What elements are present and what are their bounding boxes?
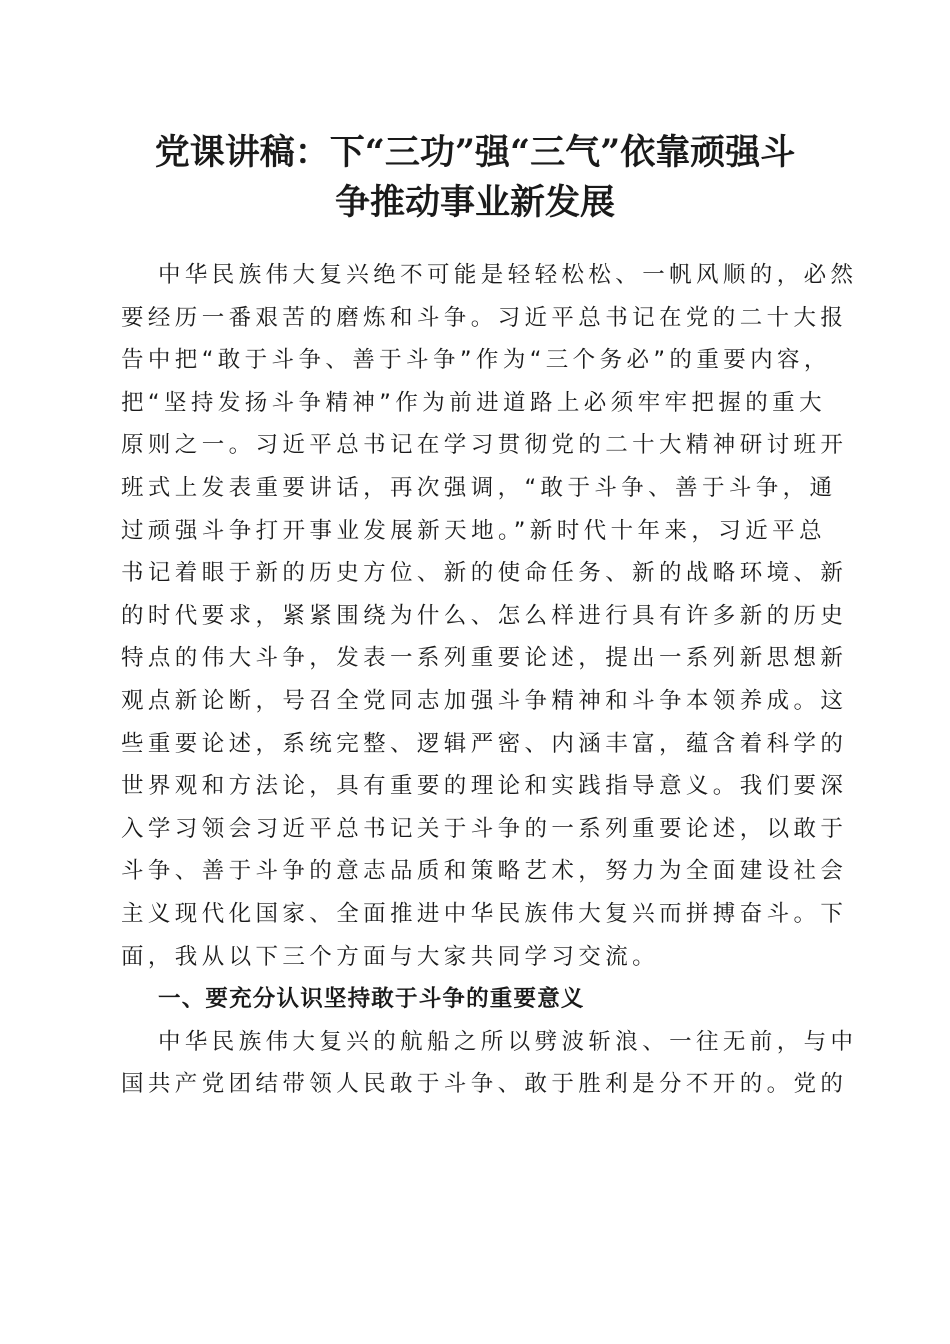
text-line: 过顽强斗争打开事业发展新天地。”新时代十年来，习近平总 bbox=[121, 517, 826, 544]
text-line: 中华民族伟大复兴绝不可能是轻轻松松、一帆风顺的，必然 bbox=[158, 262, 858, 288]
paragraph-intro bbox=[121, 254, 858, 978]
title-line-2: 争推动事业新发展 bbox=[334, 182, 615, 223]
title-line-1: 党课讲稿：下“三功”强“三气”依靠顽强斗 bbox=[154, 132, 796, 173]
text-line: 入学习领会习近平总书记关于斗争的一系列重要论述，以敢于 bbox=[121, 815, 848, 842]
section-heading: 一、要充分认识坚持敢于斗争的重要意义 bbox=[158, 986, 585, 1013]
document-title bbox=[100, 128, 850, 228]
text-line: 世界观和方法论，具有重要的理论和实践指导意义。我们要深 bbox=[121, 773, 848, 800]
text-line: 把“坚持发扬斗争精神”作为前进道路上必须牢牢把握的重大 bbox=[121, 389, 826, 416]
text-line: 些重要论述，系统完整、逻辑严密、内涵丰富，蕴含着科学的 bbox=[121, 730, 848, 757]
text-line: 书记着眼于新的历史方位、新的使命任务、新的战略环境、新 bbox=[121, 560, 848, 587]
document-body bbox=[121, 254, 858, 1106]
paragraph-section-1 bbox=[121, 1021, 858, 1106]
text-line: 观点新论断，号召全党同志加强斗争精神和斗争本领养成。这 bbox=[121, 687, 848, 714]
text-line: 斗争、善于斗争的意志品质和策略艺术，努力为全面建设社会 bbox=[121, 858, 848, 885]
text-line: 要经历一番艰苦的磨炼和斗争。习近平总书记在党的二十大报 bbox=[121, 304, 848, 331]
text-line: 的时代要求，紧紧围绕为什么、怎么样进行具有许多新的历史 bbox=[121, 602, 848, 629]
text-line: 中华民族伟大复兴的航船之所以劈波斩浪、一往无前，与中 bbox=[158, 1028, 858, 1055]
text-line: 特点的伟大斗争，发表一系列重要论述，提出一系列新思想新 bbox=[121, 645, 848, 672]
text-line: 面，我从以下三个方面与大家共同学习交流。 bbox=[121, 943, 660, 970]
text-line: 告中把“敢于斗争、善于斗争”作为“三个务必”的重要内容， bbox=[121, 347, 831, 374]
text-line: 主义现代化国家、全面推进中华民族伟大复兴而拼搏奋斗。下 bbox=[121, 900, 848, 927]
text-line: 班式上发表重要讲话，再次强调，“敢于斗争、善于斗争，通 bbox=[121, 474, 837, 501]
text-line: 国共产党团结带领人民敢于斗争、敢于胜利是分不开的。党的 bbox=[121, 1071, 848, 1098]
text-line: 原则之一。习近平总书记在学习贯彻党的二十大精神研讨班开 bbox=[121, 432, 848, 459]
